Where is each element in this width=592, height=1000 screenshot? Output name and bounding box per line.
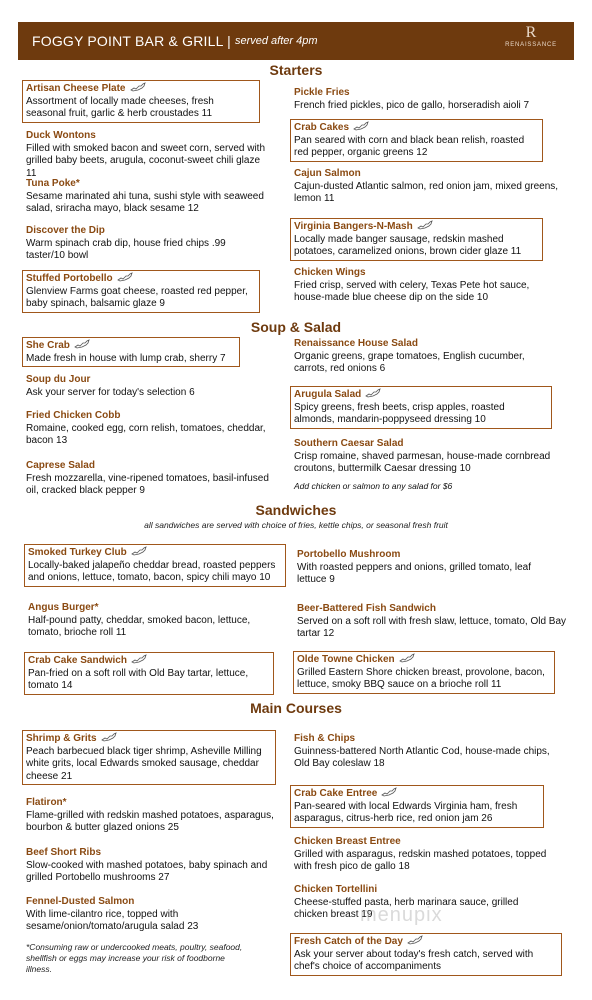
- item-desc: Sesame marinated ahi tuna, sushi style with seaweed salad, sriracha mayo, black sesame 12: [26, 190, 264, 215]
- menu-item-caesar: [294, 438, 562, 492]
- item-name: Soup du Jour: [26, 374, 91, 385]
- logo-word: RENAISSANCE: [505, 42, 557, 48]
- item-desc: Peach barbecued black tiger shrimp, Asheville Milling white grits, local Edwards smoked sausage, cheddar cheese 21: [26, 745, 262, 782]
- item-desc: Assortment of locally made cheeses, fresh seasonal fruit, garlic & herb croustades 11: [26, 95, 214, 120]
- raw-food-warning: *Consuming raw or undercooked meats, poultry, seafood, shellfish or eggs may increase your risk of foodborne illness.: [26, 942, 243, 974]
- virginia-icon: [399, 653, 415, 663]
- virginia-icon: [365, 388, 381, 398]
- virginia-icon: [381, 787, 397, 797]
- item-desc: Glenview Farms goat cheese, roasted red pepper, baby spinach, balsamic glaze 9: [26, 285, 248, 310]
- menu-item-dujour: [26, 374, 266, 399]
- menu-item-fresh-catch: [290, 933, 562, 976]
- item-name: Southern Caesar Salad: [294, 438, 404, 449]
- item-name: Renaissance House Salad: [294, 338, 418, 349]
- menu-item-turkey-club: [24, 544, 286, 587]
- item-desc: Ask your server for today's selection 6: [26, 386, 195, 398]
- item-desc: Ask your server about today's fresh catch, served with chef's choice of accompaniments: [294, 948, 534, 973]
- item-name: Chicken Tortellini: [294, 884, 378, 895]
- item-name: Crab Cake Sandwich: [28, 655, 127, 666]
- item-desc: Organic greens, grape tomatoes, English cucumber, carrots, red onions 6: [294, 350, 525, 375]
- item-desc: Locally-baked jalapeño cheddar bread, roasted peppers and onions, lettuce, tomato, bacon, spicy chili mayo 10: [28, 559, 276, 584]
- item-name: Angus Burger*: [28, 602, 99, 613]
- salad-addon-note: Add chicken or salmon to any salad for $6: [294, 480, 453, 491]
- item-desc: Grilled Eastern Shore chicken breast, provolone, bacon, lettuce, smoky BBQ sauce on a brioche roll 11: [297, 666, 545, 691]
- virginia-icon: [417, 220, 433, 230]
- menu-item-fish-sandwich: [297, 603, 567, 641]
- item-name: Smoked Turkey Club: [28, 547, 127, 558]
- item-name: Fish & Chips: [294, 733, 356, 744]
- item-name: Discover the Dip: [26, 225, 105, 236]
- menu-item-caprese: [26, 460, 282, 498]
- item-name: She Crab: [26, 340, 70, 351]
- item-desc: Cajun-dusted Atlantic salmon, red onion jam, mixed greens, lemon 11: [294, 180, 559, 205]
- item-name: Tuna Poke*: [26, 178, 80, 189]
- menu-item-pickle: [294, 87, 564, 112]
- item-name: Portobello Mushroom: [297, 549, 401, 560]
- item-name: Crab Cake Entree: [294, 788, 378, 799]
- menu-item-cobb: [26, 410, 276, 448]
- item-desc: Romaine, cooked egg, corn relish, tomatoes, cheddar, bacon 13: [26, 422, 266, 447]
- virginia-icon: [74, 339, 90, 349]
- item-name: Fried Chicken Cobb: [26, 410, 121, 421]
- item-name: Virginia Bangers-N-Mash: [294, 221, 413, 232]
- item-desc: Pan-seared with local Edwards Virginia ham, fresh asparagus, citrus-herb rice, red onion jam 26: [294, 800, 518, 825]
- section-soup-salad: Soup & Salad: [250, 319, 342, 335]
- item-name: Flatiron*: [26, 797, 67, 808]
- item-name: Fresh Catch of the Day: [294, 936, 403, 947]
- section-starters: Starters: [269, 62, 323, 78]
- sandwiches-note: all sandwiches are served with choice of fries, kettle chips, or seasonal fresh fruit: [144, 520, 448, 530]
- menu-item-shrimp-grits: [22, 730, 276, 785]
- menu-item-tuna: [26, 178, 266, 216]
- item-desc: French fried pickles, pico de gallo, horseradish aioli 7: [294, 99, 530, 111]
- item-name: Artisan Cheese Plate: [26, 83, 126, 94]
- service-time: served after 4pm: [234, 35, 318, 47]
- item-name: Crab Cakes: [294, 122, 350, 133]
- menu-item-dip: [26, 225, 266, 263]
- item-name: Pickle Fries: [294, 87, 350, 98]
- item-name: Beef Short Ribs: [26, 847, 102, 858]
- item-desc: Half-pound patty, cheddar, smoked bacon, lettuce, tomato, brioche roll 11: [28, 614, 251, 639]
- item-name: Arugula Salad: [294, 389, 362, 400]
- item-desc: Flame-grilled with redskin mashed potatoes, asparagus, bourbon & butter glazed onions 25: [26, 809, 274, 834]
- section-sandwiches: Sandwiches: [255, 502, 337, 518]
- virginia-icon: [101, 732, 117, 742]
- item-name: Olde Towne Chicken: [297, 654, 395, 665]
- item-name: Stuffed Portobello: [26, 273, 113, 284]
- menu-item-bangers: [290, 218, 543, 261]
- virginia-icon: [130, 82, 146, 92]
- watermark: menupix: [360, 904, 443, 926]
- menu-item-portobello-mushroom: [297, 549, 549, 587]
- item-desc: Warm spinach crab dip, house fried chips .99 taster/10 bowl: [26, 237, 226, 262]
- item-desc: With lime-cilantro rice, topped with sesame/onion/tomato/arugula salad 23: [26, 908, 199, 933]
- menu-item-portobello: [22, 270, 260, 313]
- menu-item-wontons: [26, 130, 272, 180]
- section-main-courses: Main Courses: [250, 700, 342, 716]
- menu-item-shecrab: [22, 337, 240, 367]
- item-desc: Slow-cooked with mashed potatoes, baby spinach and grilled Portobello mushrooms 27: [26, 859, 268, 884]
- virginia-icon: [407, 935, 423, 945]
- item-name: Chicken Wings: [294, 267, 366, 278]
- renaissance-logo: [496, 24, 566, 48]
- virginia-icon: [117, 272, 133, 282]
- item-name: Caprese Salad: [26, 460, 95, 471]
- item-name: Cajun Salmon: [294, 168, 361, 179]
- item-desc: Crisp romaine, shaved parmesan, house-made cornbread croutons, buttermilk Caesar dressing 10: [294, 450, 551, 475]
- item-name: Fennel-Dusted Salmon: [26, 896, 135, 907]
- menu-item-crabcake-sandwich: [24, 652, 274, 695]
- item-desc: Spicy greens, fresh beets, crisp apples, roasted almonds, mandarin-poppyseed dressing 10: [294, 401, 505, 426]
- menu-item-fennel-salmon: [26, 896, 270, 934]
- item-name: Chicken Breast Entree: [294, 836, 401, 847]
- item-desc: Cheese-stuffed pasta, herb marinara sauce, grilled chicken breast 19: [294, 896, 519, 921]
- item-desc: With roasted peppers and onions, grilled tomato, leaf lettuce 9: [297, 561, 532, 586]
- menu-item-fish-chips: [294, 733, 564, 771]
- menu-item-artisan: [22, 80, 260, 123]
- menu-item-olde-towne-chicken: [293, 651, 555, 694]
- menu-item-short-ribs: [26, 847, 282, 885]
- menu-item-flatiron: [26, 797, 278, 835]
- item-name: Duck Wontons: [26, 130, 96, 141]
- virginia-icon: [353, 121, 369, 131]
- item-desc: Fried crisp, served with celery, Texas Pete hot sauce, house-made blue cheese dip on the side 10: [294, 279, 530, 304]
- restaurant-title: FOGGY POINT BAR & GRILL |: [32, 33, 231, 49]
- item-desc: Grilled with asparagus, redskin mashed potatoes, topped with fresh pico de gallo 18: [294, 848, 547, 873]
- virginia-icon: [131, 654, 147, 664]
- menu-item-wings: [294, 267, 562, 305]
- item-name: Beer-Battered Fish Sandwich: [297, 603, 436, 614]
- item-desc: Served on a soft roll with fresh slaw, lettuce, tomato, Old Bay tartar 12: [297, 615, 567, 640]
- menu-item-crabcakes: [290, 119, 543, 162]
- item-desc: Locally made banger sausage, redskin mashed potatoes, caramelized onions, brown cider glaze 11: [294, 233, 522, 258]
- item-desc: Filled with smoked bacon and sweet corn, served with grilled baby beets, arugula, coconut-sweet chili glaze 11: [26, 142, 266, 179]
- menu-item-arugula: [290, 386, 552, 429]
- item-desc: Pan-fried on a soft roll with Old Bay tartar, lettuce, tomato 14: [28, 667, 249, 692]
- menu-item-salmon: [294, 168, 562, 206]
- item-desc: Made fresh in house with lump crab, sherry 7: [26, 352, 226, 364]
- item-desc: Pan seared with corn and black bean relish, roasted red pepper, organic greens 12: [294, 134, 525, 159]
- logo-mark: R: [525, 24, 537, 41]
- item-name: Shrimp & Grits: [26, 733, 97, 744]
- menu-item-angus: [28, 602, 274, 640]
- virginia-icon: [131, 546, 147, 556]
- item-desc: Fresh mozzarella, vine-ripened tomatoes, basil-infused oil, cracked black pepper 9: [26, 472, 269, 497]
- menu-item-crab-cake-entree: [290, 785, 544, 828]
- menu-item-house-salad: [294, 338, 558, 376]
- item-desc: Guinness-battered North Atlantic Cod, house-made chips, Old Bay coleslaw 18: [294, 745, 550, 770]
- menu-header: [18, 22, 574, 60]
- menu-item-chicken-breast: [294, 836, 562, 874]
